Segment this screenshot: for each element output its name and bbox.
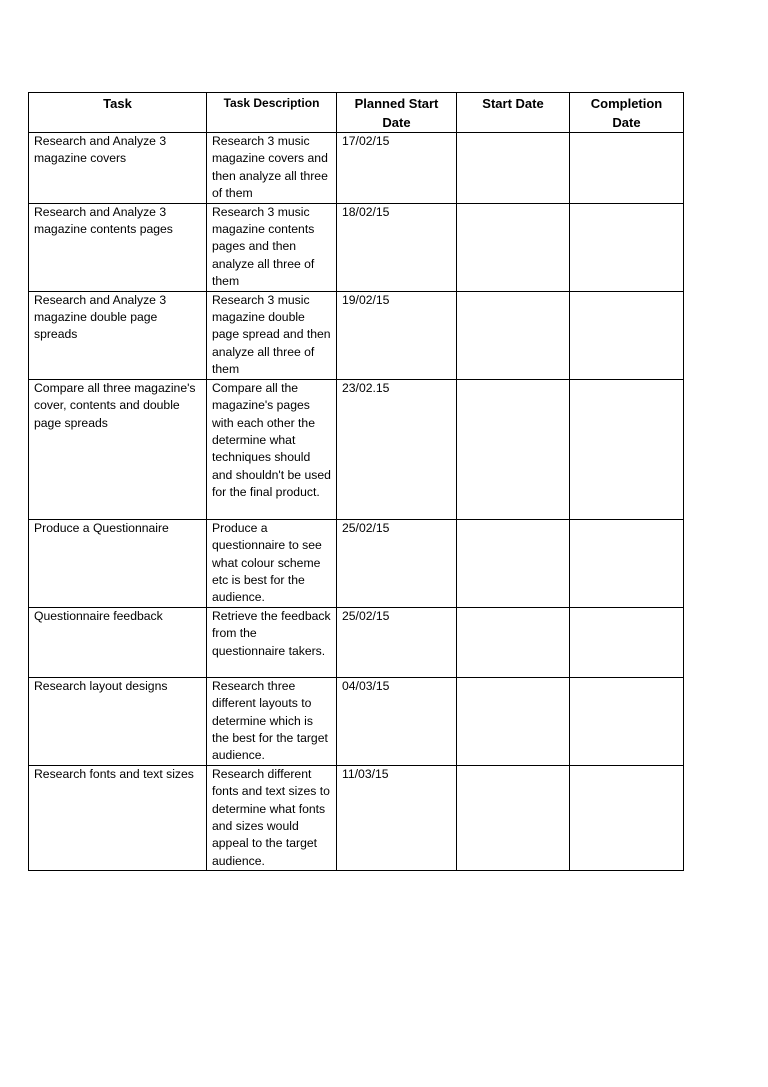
start-date-cell <box>457 133 570 204</box>
description-cell: Retrieve the feedback from the questionnaire takers. <box>207 607 337 677</box>
start-date-cell <box>457 677 570 765</box>
completion-date-cell <box>570 291 684 379</box>
header-planned-start-date: Planned Start Date <box>337 93 457 133</box>
start-date-cell <box>457 607 570 677</box>
task-schedule-table <box>28 92 684 871</box>
completion-date-cell <box>570 379 684 519</box>
description-cell: Research different fonts and text sizes to determine what fonts and sizes would appeal to the target audience. <box>207 765 337 870</box>
table-row <box>29 203 684 291</box>
table-row <box>29 519 684 607</box>
completion-date-cell <box>570 677 684 765</box>
completion-date-cell <box>570 519 684 607</box>
start-date-cell <box>457 765 570 870</box>
completion-date-cell <box>570 203 684 291</box>
completion-date-cell <box>570 765 684 870</box>
header-start-date: Start Date <box>457 93 570 133</box>
planned-start-cell: 04/03/15 <box>337 677 457 765</box>
task-cell: Produce a Questionnaire <box>29 519 207 607</box>
description-cell: Research three different layouts to determine which is the best for the target audience. <box>207 677 337 765</box>
planned-start-cell: 18/02/15 <box>337 203 457 291</box>
planned-start-cell: 17/02/15 <box>337 133 457 204</box>
description-cell: Research 3 music magazine double page spread and then analyze all three of them <box>207 291 337 379</box>
header-completion-date: Completion Date <box>570 93 684 133</box>
table-row <box>29 607 684 677</box>
task-cell: Research layout designs <box>29 677 207 765</box>
start-date-cell <box>457 519 570 607</box>
planned-start-cell: 25/02/15 <box>337 607 457 677</box>
table-header-row <box>29 93 684 133</box>
completion-date-cell <box>570 133 684 204</box>
description-cell: Produce a questionnaire to see what colour scheme etc is best for the audience. <box>207 519 337 607</box>
task-cell: Research and Analyze 3 magazine contents pages <box>29 203 207 291</box>
table-row <box>29 379 684 519</box>
start-date-cell <box>457 291 570 379</box>
task-cell: Research fonts and text sizes <box>29 765 207 870</box>
description-cell: Research 3 music magazine contents pages and then analyze all three of them <box>207 203 337 291</box>
task-cell: Research and Analyze 3 magazine double page spreads <box>29 291 207 379</box>
completion-date-cell <box>570 607 684 677</box>
description-cell: Research 3 music magazine covers and then analyze all three of them <box>207 133 337 204</box>
planned-start-cell: 23/02.15 <box>337 379 457 519</box>
table-row <box>29 291 684 379</box>
header-task-description: Task Description <box>207 93 337 133</box>
table-row <box>29 133 684 204</box>
task-cell: Compare all three magazine's cover, contents and double page spreads <box>29 379 207 519</box>
planned-start-cell: 11/03/15 <box>337 765 457 870</box>
table-row <box>29 677 684 765</box>
planned-start-cell: 19/02/15 <box>337 291 457 379</box>
start-date-cell <box>457 203 570 291</box>
task-cell: Questionnaire feedback <box>29 607 207 677</box>
header-task: Task <box>29 93 207 133</box>
start-date-cell <box>457 379 570 519</box>
planned-start-cell: 25/02/15 <box>337 519 457 607</box>
table-row <box>29 765 684 870</box>
description-cell: Compare all the magazine's pages with each other the determine what techniques should and shouldn't be used for the final product. <box>207 379 337 519</box>
task-cell: Research and Analyze 3 magazine covers <box>29 133 207 204</box>
